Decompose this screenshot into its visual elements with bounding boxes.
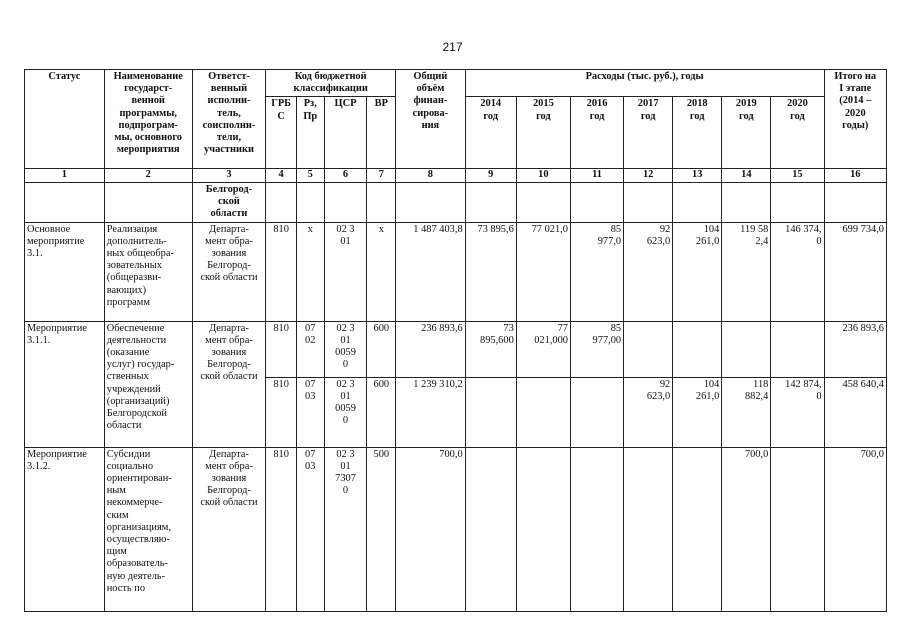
row-total: 1 239 310,2 [396, 377, 466, 447]
header-year-2015: 2015 год [516, 97, 570, 169]
row-year-value [516, 377, 570, 447]
row-year-value: 142 874, 0 [771, 377, 824, 447]
row-rzpr: 07 03 [296, 377, 324, 447]
column-number: 1 [25, 169, 105, 182]
table-row [25, 222, 887, 321]
header-executor: Ответст- венный исполни- тель, соисполни- тели, участники [192, 70, 266, 169]
table-row [25, 321, 887, 377]
header-budget-code: Код бюджетной классификации [266, 70, 396, 97]
row-vr: 600 [367, 321, 396, 377]
column-number: 8 [396, 169, 466, 182]
row-grbs [266, 182, 297, 222]
row-csr: 02 3 01 0059 0 [324, 321, 367, 377]
header-vr: ВР [367, 97, 396, 169]
row-sum [824, 182, 886, 222]
row-vr [367, 182, 396, 222]
row-year-value [570, 377, 623, 447]
row-vr: 500 [367, 447, 396, 611]
row-vr: х [367, 222, 396, 321]
row-year-value: 85 977,0 [570, 222, 623, 321]
column-number: 3 [192, 169, 266, 182]
row-csr: 02 3 01 [324, 222, 367, 321]
row-executor: Белгород- ской области [192, 182, 266, 222]
row-executor: Департа- мент обра- зования Белгород- ской области [192, 447, 266, 611]
row-vr: 600 [367, 377, 396, 447]
row-name: Обеспечение деятельности (оказание услуг) государ- ственных учреждений (организаций) Белгородской области [104, 321, 192, 447]
header-grbs: ГРБ С [266, 97, 297, 169]
column-number: 5 [296, 169, 324, 182]
column-number: 12 [624, 169, 673, 182]
row-name: Реализация дополнитель- ных общеобра- зовательных (общеразви- вающих) программ [104, 222, 192, 321]
row-sum: 458 640,4 [824, 377, 886, 447]
header-year-2017: 2017 год [624, 97, 673, 169]
row-year-value [624, 321, 673, 377]
row-year-value [673, 182, 722, 222]
header-status: Статус [25, 70, 105, 169]
column-number: 14 [722, 169, 771, 182]
row-year-value: 104 261,0 [673, 377, 722, 447]
row-year-value: 118 882,4 [722, 377, 771, 447]
column-number: 7 [367, 169, 396, 182]
row-year-value [516, 447, 570, 611]
row-year-value [570, 182, 623, 222]
column-number: 9 [465, 169, 516, 182]
column-number: 10 [516, 169, 570, 182]
header-year-2016: 2016 год [570, 97, 623, 169]
row-year-value [465, 182, 516, 222]
row-name: Субсидии социально ориентирован- ным некоммерче- ским организациям, осуществляю- щим образователь- ную деятель- ность по [104, 447, 192, 611]
column-number: 16 [824, 169, 886, 182]
row-year-value [673, 321, 722, 377]
row-total: 700,0 [396, 447, 466, 611]
row-year-value: 77 021,0 [516, 222, 570, 321]
row-total: 1 487 403,8 [396, 222, 466, 321]
row-rzpr: 07 03 [296, 447, 324, 611]
row-year-value [624, 447, 673, 611]
page-number: 217 [442, 40, 463, 54]
header-year-2014: 2014 год [465, 97, 516, 169]
row-year-value [771, 321, 824, 377]
header-expenses: Расходы (тыс. руб.), годы [465, 70, 824, 97]
row-status [25, 182, 105, 222]
column-number: 11 [570, 169, 623, 182]
row-sum: 699 734,0 [824, 222, 886, 321]
budget-table [24, 69, 887, 612]
table-header [25, 70, 887, 169]
row-executor: Департа- мент обра- зования Белгород- ской области [192, 321, 266, 447]
row-rzpr: х [296, 222, 324, 321]
row-year-value [771, 447, 824, 611]
row-executor: Департа- мент обра- зования Белгород- ской области [192, 222, 266, 321]
row-status: Мероприятие 3.1.2. [25, 447, 105, 611]
row-sum: 236 893,6 [824, 321, 886, 377]
header-year-2019: 2019 год [722, 97, 771, 169]
table-row [25, 182, 887, 222]
row-year-value [465, 447, 516, 611]
row-rzpr [296, 182, 324, 222]
header-year-2018: 2018 год [673, 97, 722, 169]
row-year-value: 73 895,600 [465, 321, 516, 377]
row-rzpr: 07 02 [296, 321, 324, 377]
column-number: 4 [266, 169, 297, 182]
column-number: 2 [104, 169, 192, 182]
row-grbs: 810 [266, 377, 297, 447]
row-year-value [624, 182, 673, 222]
row-year-value [516, 182, 570, 222]
row-grbs: 810 [266, 321, 297, 377]
header-total-volume: Общий объём финан- сирова- ния [396, 70, 466, 169]
header-name: Наименование государст- венной программы, подпрограм- мы, основного мероприятия [104, 70, 192, 169]
row-grbs: 810 [266, 222, 297, 321]
column-number: 13 [673, 169, 722, 182]
row-year-value [465, 377, 516, 447]
row-year-value: 119 58 2,4 [722, 222, 771, 321]
row-status: Основное мероприятие 3.1. [25, 222, 105, 321]
row-year-value: 73 895,6 [465, 222, 516, 321]
row-year-value [722, 321, 771, 377]
table-body [25, 169, 887, 611]
row-csr: 02 3 01 7307 0 [324, 447, 367, 611]
row-status: Мероприятие 3.1.1. [25, 321, 105, 447]
row-year-value: 146 374, 0 [771, 222, 824, 321]
row-csr [324, 182, 367, 222]
row-year-value: 104 261,0 [673, 222, 722, 321]
header-rzpr: Рз, Пр [296, 97, 324, 169]
row-year-value: 92 623,0 [624, 377, 673, 447]
row-year-value: 700,0 [722, 447, 771, 611]
row-name [104, 182, 192, 222]
row-year-value [722, 182, 771, 222]
row-year-value [673, 447, 722, 611]
table-row [25, 447, 887, 611]
row-year-value: 92 623,0 [624, 222, 673, 321]
column-number: 15 [771, 169, 824, 182]
row-year-value [771, 182, 824, 222]
column-number: 6 [324, 169, 367, 182]
column-numbers-row [25, 169, 887, 182]
row-year-value: 85 977,00 [570, 321, 623, 377]
row-grbs: 810 [266, 447, 297, 611]
row-year-value [570, 447, 623, 611]
header-year-2020: 2020 год [771, 97, 824, 169]
row-total [396, 182, 466, 222]
row-sum: 700,0 [824, 447, 886, 611]
header-csr: ЦСР [324, 97, 367, 169]
row-year-value: 77 021,000 [516, 321, 570, 377]
row-total: 236 893,6 [396, 321, 466, 377]
header-total-stage: Итого на I этапе (2014 – 2020 годы) [824, 70, 886, 169]
row-csr: 02 3 01 0059 0 [324, 377, 367, 447]
